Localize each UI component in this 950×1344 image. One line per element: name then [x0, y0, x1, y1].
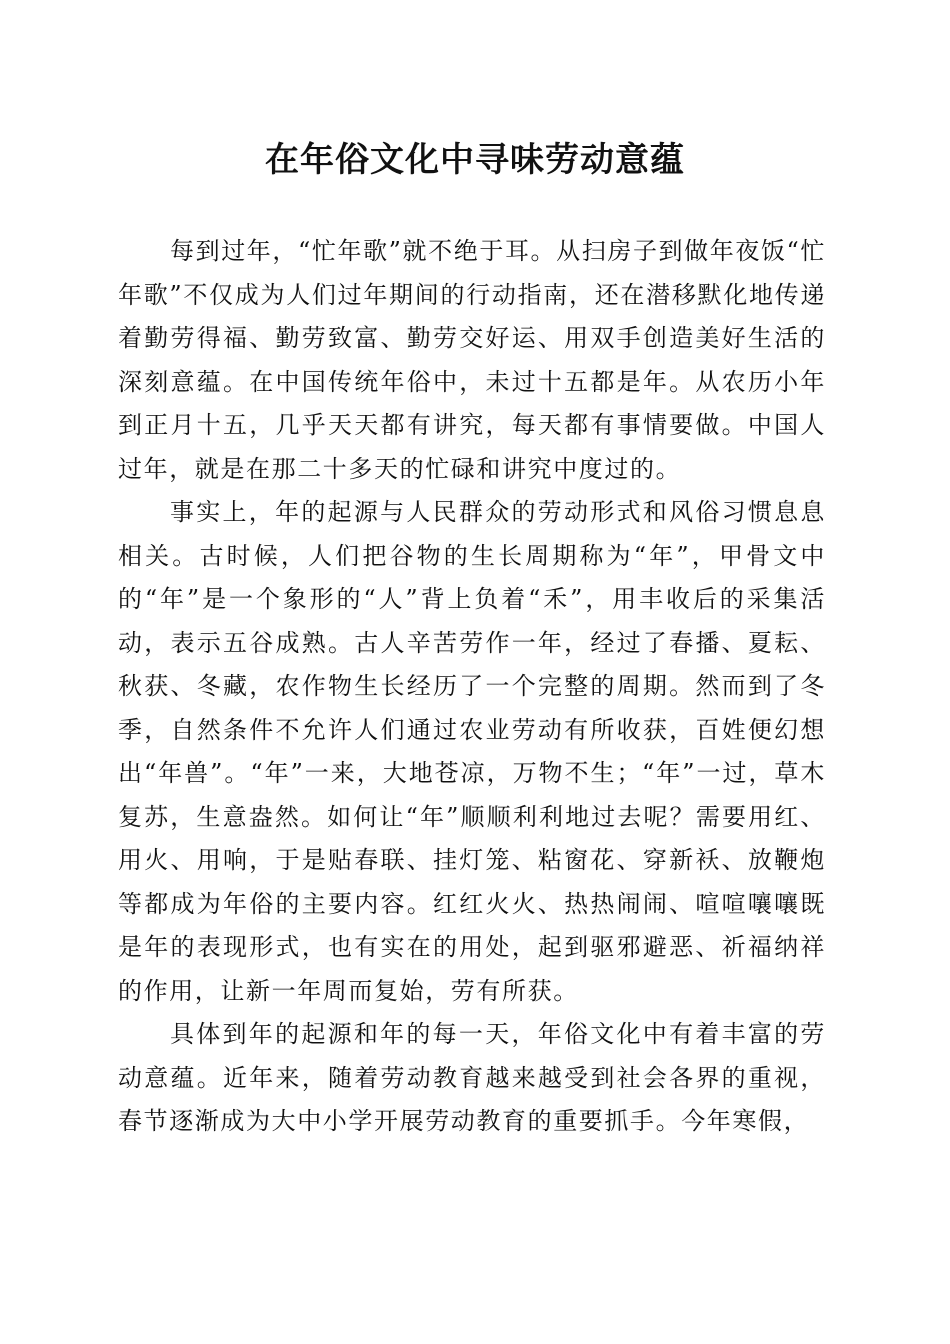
- paragraph-1: 每到过年，“忙年歌”就不绝于耳。从扫房子到做年夜饭“忙年歌”不仅成为人们过年期间的行动指南，还在潜移默化地传递着勤劳得福、勤劳致富、勤劳交好运、用双手创造美好生活的深刻意蕴。在中国传统年俗中，未过十五都是年。从农历小年到正月十五，几乎天天都有讲究，每天都有事情要做。中国人过年，就是在那二十多天的忙碌和讲究中度过的。: [118, 237, 827, 483]
- page-title: 在年俗文化中寻味劳动意蕴: [265, 140, 685, 180]
- paragraph-2: 事实上，年的起源与人民群众的劳动形式和风俗习惯息息相关。古时候，人们把谷物的生长周期称为“年”，甲骨文中的“年”是一个象形的“人”背上负着“禾”，用丰收后的采集活动，表示五谷成熟。古人辛苦劳作一年，经过了春播、夏耘、秋获、冬藏，农作物生长经历了一个完整的周期。然而到了冬季，自然条件不允许人们通过农业劳动有所收获，百姓便幻想出“年兽”。“年”一来，大地苍凉，万物不生；“年”一过，草木复苏，生意盎然。如何让“年”顺顺利利地过去呢？需要用红、用火、用响，于是贴春联、挂灯笼、粘窗花、穿新袄、放鞭炮等都成为年俗的主要内容。红红火火、热热闹闹、喧喧嚷嚷既是年的表现形式，也有实在的用处，起到驱邪避恶、祈福纳祥的作用，让新一年周而复始，劳有所获。: [118, 498, 826, 1005]
- article-body: [118, 230, 826, 1144]
- paragraph-3: 具体到年的起源和年的每一天，年俗文化中有着丰富的劳动意蕴。近年来，随着劳动教育越来越受到社会各界的重视，春节逐渐成为大中小学开展劳动教育的重要抓手。今年寒假，: [118, 1020, 826, 1135]
